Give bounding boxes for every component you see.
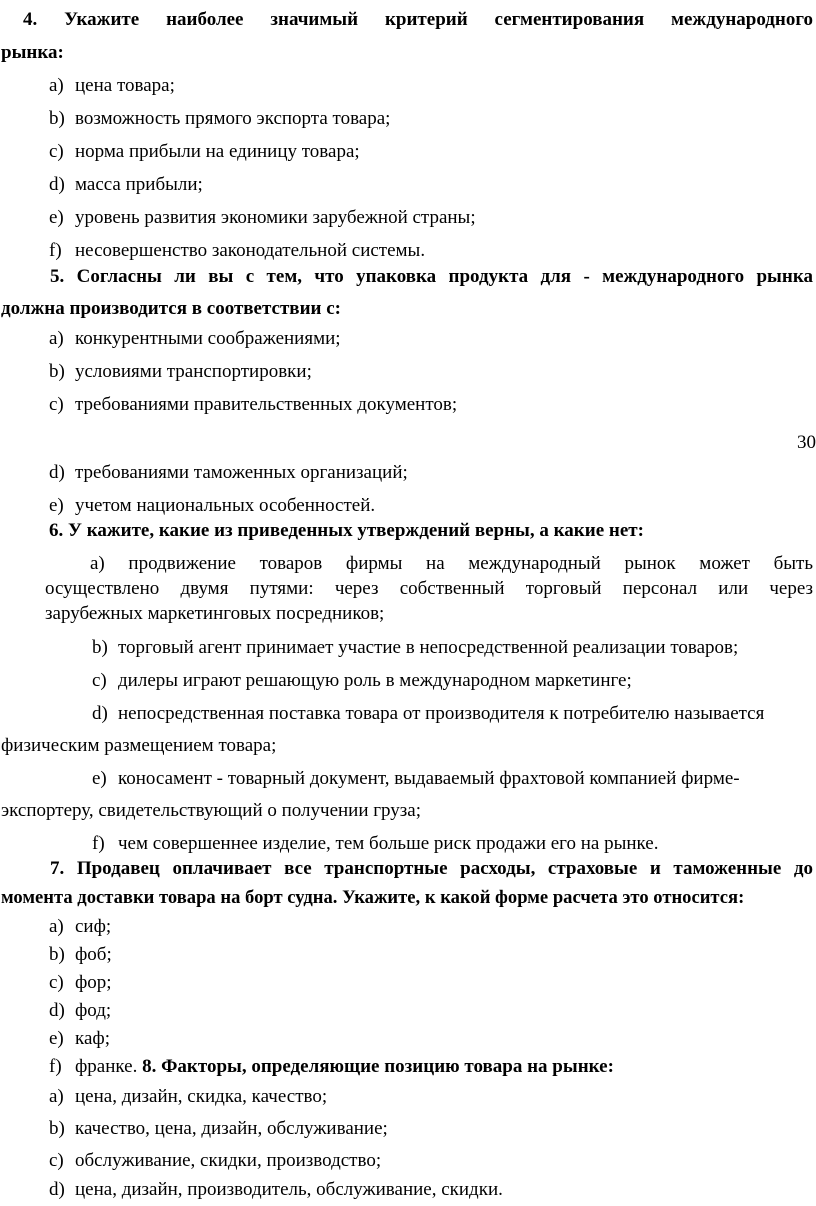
option-marker: d) [49,462,65,483]
q8-option-a [49,1086,327,1108]
q5-title-line1: 5. Согласны ли вы с тем, что упаковка продукта для - международного рынка [50,266,813,287]
option-text: фод; [75,1000,112,1021]
option-marker: f) [49,240,62,261]
option-marker: b) [49,361,65,382]
q6-statement-b [92,637,738,659]
option-marker: c) [92,670,107,691]
option-marker: b) [49,1118,65,1139]
option-text: несовершенство законодательной системы. [75,240,426,261]
option-text: масса прибыли; [75,174,203,195]
option-marker: а) [49,328,64,349]
q6-statement-f [92,833,658,855]
q7-option-c [49,972,112,994]
option-text: дилеры играют решающую роль в международном маркетинге; [118,670,632,691]
page-number [797,432,816,454]
option-text: коносамент - товарный документ, выдаваемый фрахтовой компанией фирме- [118,768,740,789]
option-marker: c) [49,141,64,162]
option-text: франке. [75,1056,138,1077]
option-marker: c) [49,1150,64,1171]
option-marker: d) [49,1179,65,1200]
option-marker: e) [49,1028,64,1049]
q7-title-line1: 7. Продавец оплачивает все транспортные расходы, страховые и таможенные до [50,858,813,879]
option-text: фор; [75,972,112,993]
option-text: сиф; [75,916,112,937]
option-text: каф; [75,1028,110,1049]
q4-option-b [49,108,390,130]
option-marker: а) [49,1086,64,1107]
q4-title-line2: рынка: [1,42,64,63]
q4-option-a [49,75,175,97]
q5-title-line2: должна производится в соответствии с: [1,298,341,319]
q6-statement-e-line1 [92,768,740,790]
q6-statement-c [92,670,632,692]
option-text: непосредственная поставка товара от производителя к потребителю называется [118,703,765,724]
option-marker: а) [90,553,105,574]
q6-statement-d-line1 [92,703,764,725]
option-text: чем совершеннее изделие, тем больше риск продажи его на рынке. [118,833,659,854]
option-marker: а) [49,75,64,96]
q7-option-e [49,1028,110,1050]
option-marker: f) [92,833,105,854]
q8-option-b [49,1118,388,1140]
option-text: уровень развития экономики зарубежной страны; [75,207,476,228]
option-text: требованиями таможенных организаций; [75,462,408,483]
option-text: цена товара; [75,75,175,96]
q8-title: 8. Факторы, определяющие позицию товара на рынке: [142,1056,614,1077]
option-marker: e) [49,207,64,228]
option-marker: b) [92,637,108,658]
q4-title-line1: 4. Укажите наиболее значимый критерий сегментирования международного [23,9,813,30]
option-text: цена, дизайн, скидка, качество; [75,1086,328,1107]
q6-title: 6. У кажите, какие из приведенных утверждений верны, а какие нет: [49,520,644,541]
option-text: качество, цена, дизайн, обслуживание; [75,1118,388,1139]
option-text: норма прибыли на единицу товара; [75,141,360,162]
q7-option-f-with-q8-title [49,1056,614,1078]
option-marker: d) [49,1000,65,1021]
q6-statement-e-line2: экспортеру, свидетельствующий о получении груза; [1,800,422,821]
q6-statement-a-line2: осуществлено двумя путями: через собственный торговый персонал или через [45,578,813,599]
q4-option-f [49,240,425,262]
q6-statement-d-line2: физическим размещением товара; [1,735,277,756]
q7-option-b [49,944,112,966]
option-marker: c) [49,394,64,415]
q8-option-c [49,1150,381,1172]
option-text: конкурентными соображениями; [75,328,341,349]
q5-option-a [49,328,341,350]
option-marker: e) [49,495,64,516]
option-marker: d) [92,703,108,724]
option-text: фоб; [75,944,112,965]
option-marker: b) [49,944,65,965]
q8-option-d [49,1179,503,1201]
q7-title-line2: момента доставки товара на борт судна. Укажите, к какой форме расчета это относится: [1,887,745,908]
q6-statement-a-line3: зарубежных маркетинговых посредников; [45,603,385,624]
q7-option-a [49,916,111,938]
option-marker: b) [49,108,65,129]
q5-option-b [49,361,312,383]
option-text: учетом национальных особенностей. [75,495,376,516]
q5-option-e [49,495,375,517]
q7-option-d [49,1000,111,1022]
option-text: требованиями правительственных документов; [75,394,458,415]
option-text: условиями транспортировки; [75,361,312,382]
q5-option-d [49,462,408,484]
q4-option-e [49,207,476,229]
option-marker: c) [49,972,64,993]
q4-option-c [49,141,360,163]
option-text: торговый агент принимает участие в непосредственной реализации товаров; [118,637,739,658]
option-text: обслуживание, скидки, производство; [75,1150,382,1171]
q6-statement-a-line1 [90,553,813,575]
q5-option-c [49,394,457,416]
page-number-text: 30 [797,432,816,453]
option-marker: d) [49,174,65,195]
option-text: возможность прямого экспорта товара; [75,108,391,129]
option-marker: а) [49,916,64,937]
q4-option-d [49,174,203,196]
option-text: продвижение товаров фирмы на международный рынок может быть [128,553,814,574]
option-marker: e) [92,768,107,789]
option-text: цена, дизайн, производитель, обслуживание, скидки. [75,1179,503,1200]
option-marker: f) [49,1056,62,1077]
